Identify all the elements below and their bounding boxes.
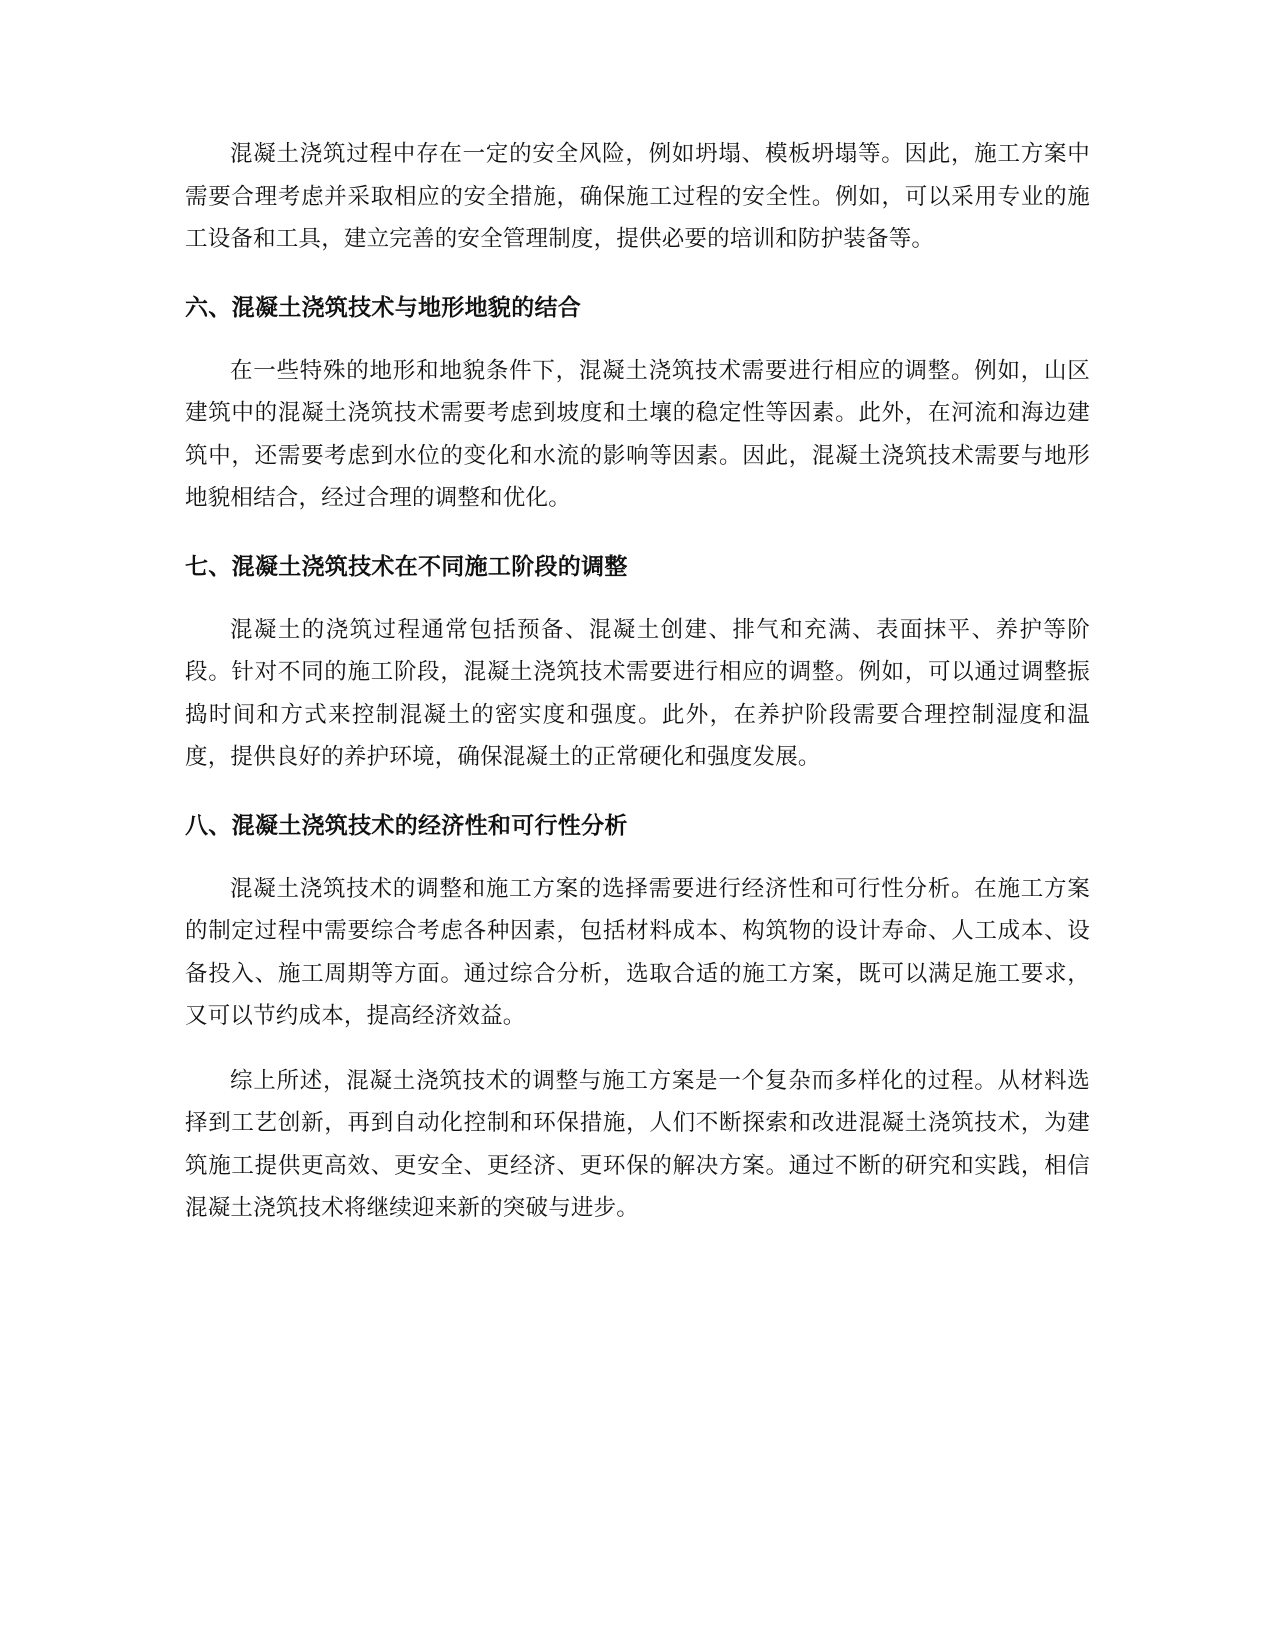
paragraph-safety-risk: 混凝土浇筑过程中存在一定的安全风险，例如坍塌、模板坍塌等。因此，施工方案中需要合理考虑并采取相应的安全措施，确保施工过程的安全性。例如，可以采用专业的施工设备和工具，建立完善的安全管理制度，提供必要的培训和防护装备等。	[185, 141, 1090, 252]
paragraph-economic-feasibility: 混凝土浇筑技术的调整和施工方案的选择需要进行经济性和可行性分析。在施工方案的制定过程中需要综合考虑各种因素，包括材料成本、构筑物的设计寿命、人工成本、设备投入、施工周期等方面。通过综合分析，选取合适的施工方案，既可以满足施工要求，又可以节约成本，提高经济效益。	[185, 875, 1090, 1029]
paragraph-construction-stages: 混凝土的浇筑过程通常包括预备、混凝土创建、排气和充满、表面抹平、养护等阶段。针对不同的施工阶段，混凝土浇筑技术需要进行相应的调整。例如，可以通过调整振捣时间和方式来控制混凝土的密实度和强度。此外，在养护阶段需要合理控制湿度和温度，提供良好的养护环境，确保混凝土的正常硬化和强度发展。	[185, 616, 1090, 770]
paragraph-terrain: 在一些特殊的地形和地貌条件下，混凝土浇筑技术需要进行相应的调整。例如，山区建筑中的混凝土浇筑技术需要考虑到坡度和土壤的稳定性等因素。此外，在河流和海边建筑中，还需要考虑到水位的变化和水流的影响等因素。因此，混凝土浇筑技术需要与地形地貌相结合，经过合理的调整和优化。	[185, 357, 1090, 511]
document-body	[185, 133, 1090, 1230]
paragraph-spacer	[185, 1038, 1090, 1060]
section-heading-7: 七、混凝土浇筑技术在不同施工阶段的调整	[185, 553, 628, 580]
section-heading-8: 八、混凝土浇筑技术的经济性和可行性分析	[185, 812, 628, 839]
section-heading-6: 六、混凝土浇筑技术与地形地貌的结合	[185, 294, 582, 321]
paragraph-conclusion: 综上所述，混凝土浇筑技术的调整与施工方案是一个复杂而多样化的过程。从材料选择到工艺创新，再到自动化控制和环保措施，人们不断探索和改进混凝土浇筑技术，为建筑施工提供更高效、更安全、更经济、更环保的解决方案。通过不断的研究和实践，相信混凝土浇筑技术将继续迎来新的突破与进步。	[185, 1067, 1090, 1221]
